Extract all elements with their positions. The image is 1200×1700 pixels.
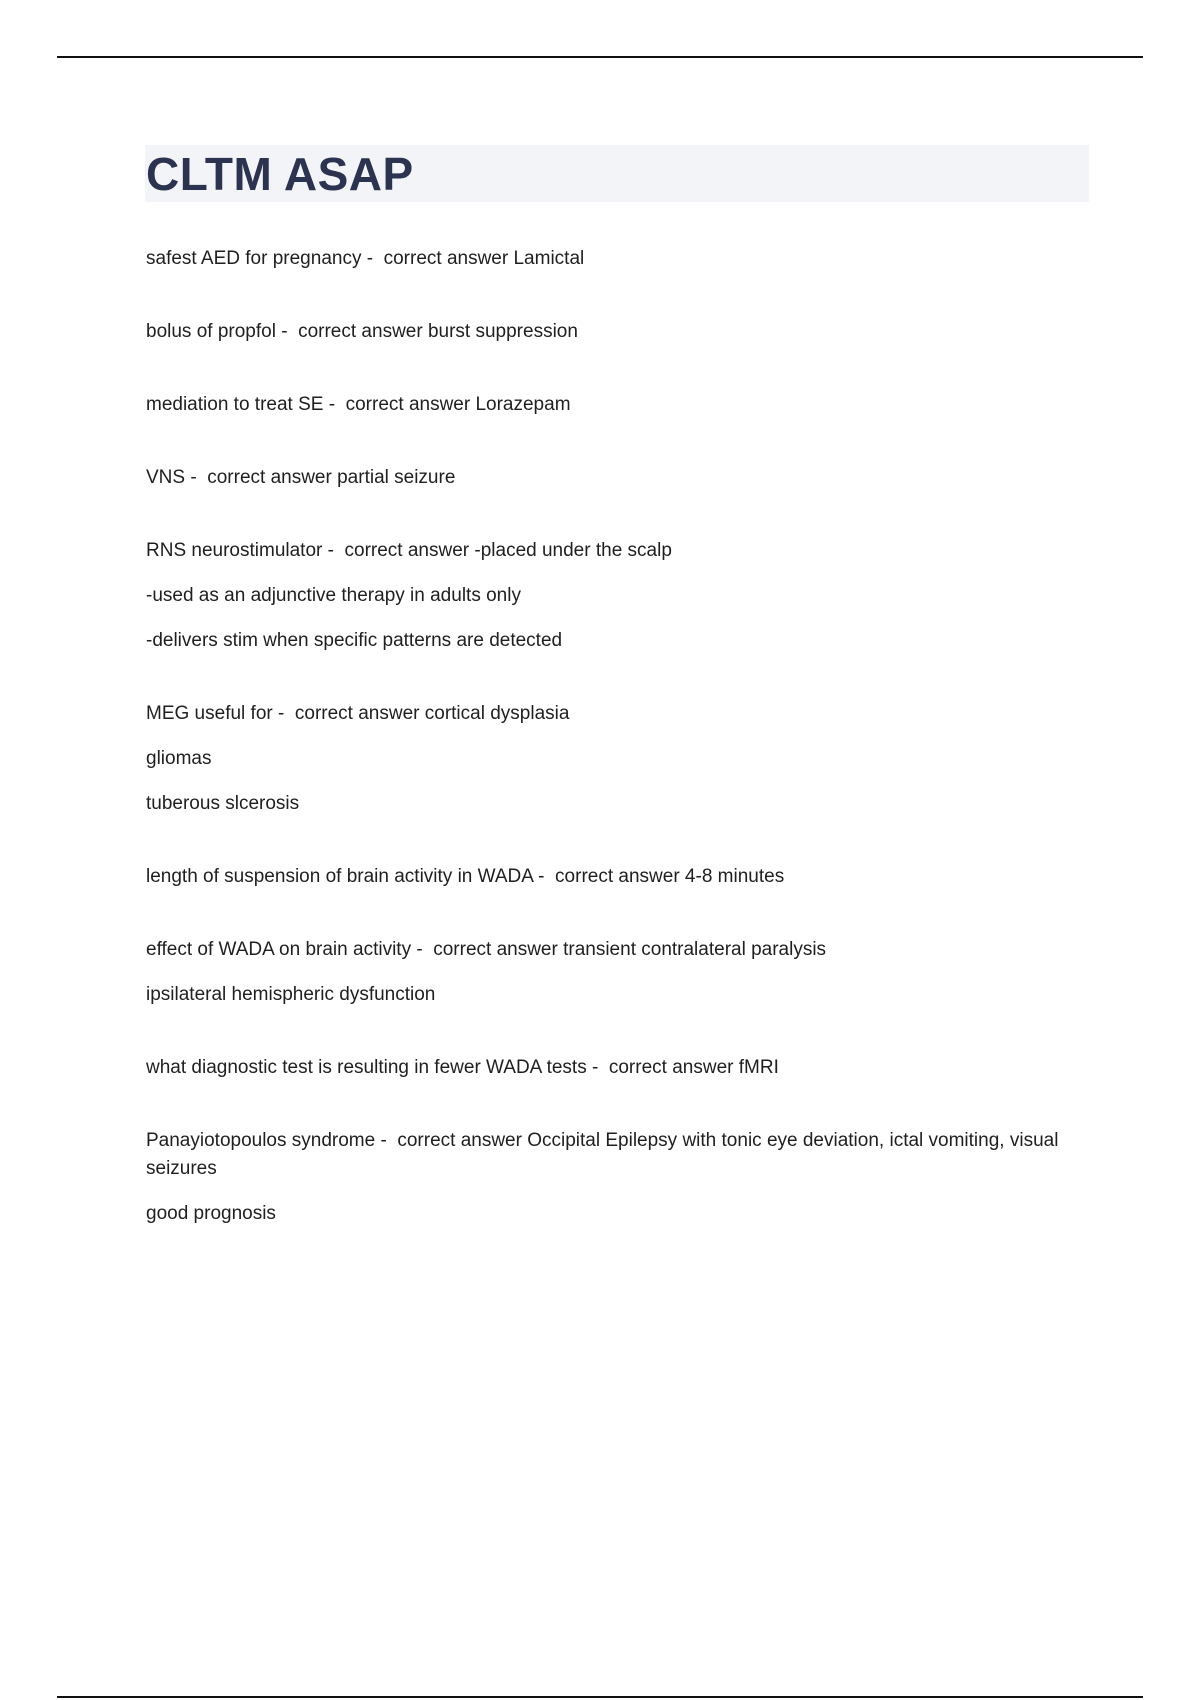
qa-list: [146, 245, 1086, 1273]
qa-entry: [146, 391, 1086, 419]
qa-question-answer: effect of WADA on brain activity - correct answer transient contralateral paralysis: [146, 939, 827, 960]
qa-question-answer: safest AED for pregnancy - correct answer Lamictal: [146, 248, 585, 269]
qa-entry: [146, 936, 1086, 1009]
qa-entry: [146, 1054, 1086, 1082]
qa-question-answer: what diagnostic test is resulting in fewer WADA tests - correct answer fMRI: [146, 1057, 779, 1078]
qa-continuation-line: -used as an adjunctive therapy in adults only: [146, 585, 521, 606]
qa-question-answer: MEG useful for - correct answer cortical dysplasia: [146, 703, 570, 724]
qa-question-answer: Panayiotopoulos syndrome - correct answer Occipital Epilepsy with tonic eye deviation, ictal vomiting, visual seizures: [146, 1130, 1064, 1179]
qa-question-answer: VNS - correct answer partial seizure: [146, 467, 456, 488]
qa-continuation-line: gliomas: [146, 748, 212, 769]
document-title: CLTM ASAP: [146, 148, 414, 200]
qa-entry: [146, 700, 1086, 818]
qa-continuation-line: tuberous slcerosis: [146, 793, 300, 814]
bottom-rule: [57, 1696, 1143, 1698]
qa-entry: [146, 464, 1086, 492]
qa-question-answer: mediation to treat SE - correct answer Lorazepam: [146, 394, 571, 415]
qa-entry: [146, 245, 1086, 273]
qa-entry: [146, 1127, 1086, 1228]
qa-entry: [146, 318, 1086, 346]
qa-entry: [146, 863, 1086, 891]
qa-continuation-line: ipsilateral hemispheric dysfunction: [146, 984, 436, 1005]
qa-continuation-line: good prognosis: [146, 1203, 276, 1224]
qa-question-answer: bolus of propfol - correct answer burst suppression: [146, 321, 578, 342]
qa-question-answer: RNS neurostimulator - correct answer -placed under the scalp: [146, 540, 672, 561]
qa-entry: [146, 537, 1086, 655]
qa-continuation-line: -delivers stim when specific patterns are detected: [146, 630, 563, 651]
qa-question-answer: length of suspension of brain activity in WADA - correct answer 4-8 minutes: [146, 866, 785, 887]
top-rule: [57, 56, 1143, 58]
